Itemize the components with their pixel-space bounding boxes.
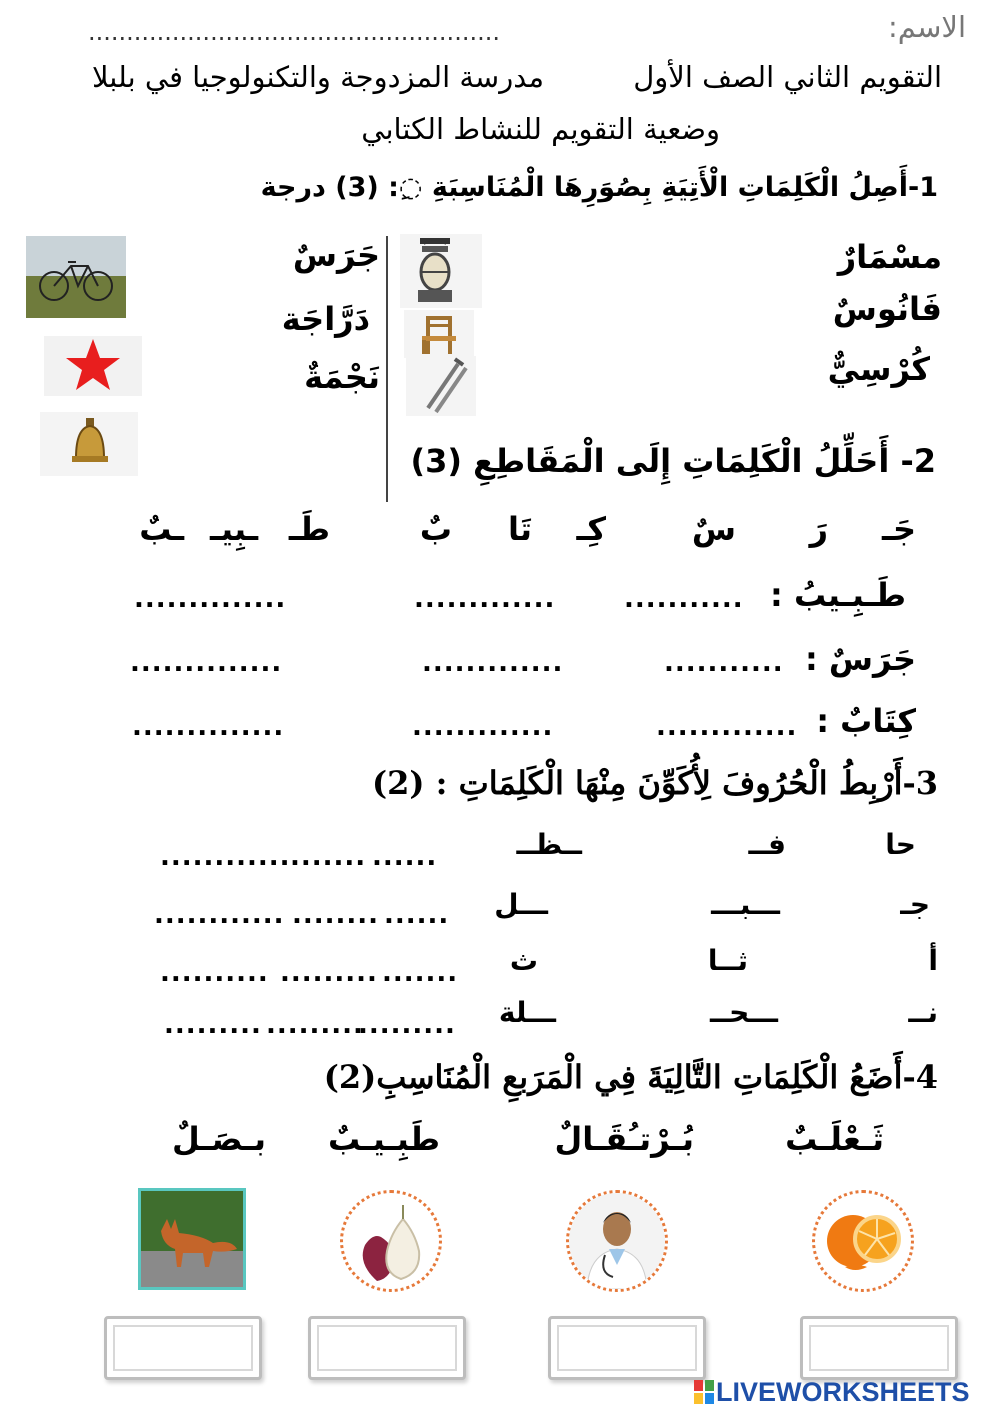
liveworksheets-text: LIVEWORKSHEETS [716,1376,970,1407]
q2-syllable: ـبِيـ [210,510,258,548]
q4-word-fox: ثَـعْلَـبٌ [785,1120,884,1158]
q1-word-nail: مسْمَارٌ [837,238,942,276]
bicycle-image[interactable] [26,236,126,318]
q3-letter: جـ [900,888,930,921]
header-school: مدرسة المزدوجة والتكنولوجيا في بلبلا [91,60,544,94]
answer-box-fox[interactable] [104,1316,262,1380]
name-dots[interactable]: ...................................................... [88,18,500,46]
q2-syllable: كِـ [576,510,606,548]
q4-word-onion: بـصَـلٌ [172,1120,266,1158]
q2-answer-dots[interactable]: ........... [624,584,744,614]
q3-answer-dots[interactable]: ...... [372,842,438,872]
q2-answer-dots[interactable]: ............. [414,584,556,614]
q2-answer-dots[interactable]: ............. [422,648,564,678]
star-icon [44,336,142,396]
q2-title: 2- أَحَلِّلُ الْكَلِمَاتِ إِلَى الْمَقَاطِعِ (3) [410,442,936,480]
nail-image[interactable] [406,356,476,416]
doctor-icon [569,1193,665,1289]
orange-image[interactable] [812,1190,914,1292]
liveworksheets-logo [694,1378,970,1406]
chair-icon [404,310,474,358]
q3-answer-dots[interactable]: ......... [280,958,378,988]
q2-answer-dots[interactable]: ........... [664,648,784,678]
q2-syllable: بٌ [419,510,452,548]
q4-title: 4-أَضَعُ الْكَلِمَاتِ التَّالِيَةَ فِي الْمَرَبعِ الْمُنَاسِبِ(2) [323,1058,938,1096]
q2-syllable: رَ [809,510,828,548]
q2-word: كِتَابٌ : [816,702,916,740]
chair-image[interactable] [404,310,474,358]
q3-letter: ـــبـــ [711,888,780,921]
q2-answer-dots[interactable]: .............. [130,648,283,678]
q3-answer-dots[interactable]: ........ [292,900,380,930]
q3-letter: ثــا [707,944,748,977]
q3-letter: ث [509,944,538,977]
name-label: الاسم: [888,10,966,44]
header-eval-title: التقويم الثاني الصف الأول [633,60,942,94]
q4-word-doctor: طَبِـيـبٌ [327,1120,440,1158]
q1-word-bicycle: دَرَّاجَة [281,300,370,338]
fox-icon [141,1191,243,1287]
q3-answer-dots[interactable]: ....... [382,958,459,988]
q3-answer-dots[interactable]: .......... [160,958,269,988]
q3-letter: ـــلة [498,996,556,1029]
q3-answer-dots[interactable]: ...... [384,900,450,930]
onion-image[interactable] [340,1190,442,1292]
q2-answer-dots[interactable]: .............. [132,712,285,742]
q3-answer-dots[interactable]: ......... [358,1010,456,1040]
q3-letter: أ [928,944,938,977]
star-image[interactable] [44,336,142,396]
q3-answer-dots[interactable]: ......... [164,1010,262,1040]
q1-word-bell: جَرَسٌ [292,236,380,274]
q3-answer-dots[interactable]: ....... [290,842,367,872]
q2-syllable: سٌ [691,510,736,548]
q1-word-lantern: فَانُوسٌ [832,290,942,328]
q4-word-orange: بُـرْتـُقَـالٌ [554,1120,694,1158]
nail-icon [406,356,476,416]
q3-letter: نــ [908,996,938,1029]
q1-divider [386,236,388,502]
fox-image[interactable] [138,1188,246,1290]
doctor-image[interactable] [566,1190,668,1292]
bell-image[interactable] [40,412,138,476]
q3-answer-dots[interactable]: ............ [160,842,291,872]
q3-title: 3-أَرْبِطُ الْحُرُوفَ لِأُكَوِّنَ مِنْهَا الْكَلِمَاتِ : (2) [371,764,938,802]
q2-syllable: تَا [507,510,532,548]
q2-word: جَرَسٌ : [804,640,916,678]
q3-letter: ـــل [494,888,548,921]
onion-icon [343,1193,439,1289]
q3-letter: حا [885,828,916,861]
q3-answer-dots[interactable]: ............ [154,900,285,930]
q2-answer-dots[interactable]: .............. [134,584,287,614]
q3-letter: ـــحــ [709,996,778,1029]
q1-word-star: نَجْمَةٌ [304,358,380,396]
q2-syllable: جَـ [882,510,916,548]
q1-word-chair: كُرْسِيٌّ [827,350,930,388]
q2-syllable: طَـ [288,510,330,548]
answer-box-orange[interactable] [800,1316,958,1380]
q2-word: طَـبِـيبُ : [770,576,906,614]
header-activity: وضعية التقويم للنشاط الكتابي [361,112,720,146]
q3-answer-dots[interactable]: ......... [266,1010,364,1040]
q2-answer-dots[interactable]: ............. [412,712,554,742]
bicycle-icon [26,236,126,318]
liveworksheets-icon [694,1380,714,1404]
lantern-image[interactable] [400,234,482,308]
q1-title: 1-أَصِلُ الْكَلِمَاتِ الْأَتِيَةِ بِصُوَرِهَا الْمُنَاسِبَةِ ◌ِ: (3) درجة [260,172,938,203]
orange-icon [815,1193,911,1289]
q3-letter: ــظــ [516,828,582,861]
q2-syllable: ـبٌ [139,510,184,548]
q3-letter: فــ [748,828,786,861]
lantern-icon [400,234,482,308]
answer-box-doctor[interactable] [548,1316,706,1380]
q2-answer-dots[interactable]: ............. [656,712,798,742]
answer-box-onion[interactable] [308,1316,466,1380]
bell-icon [40,412,138,476]
